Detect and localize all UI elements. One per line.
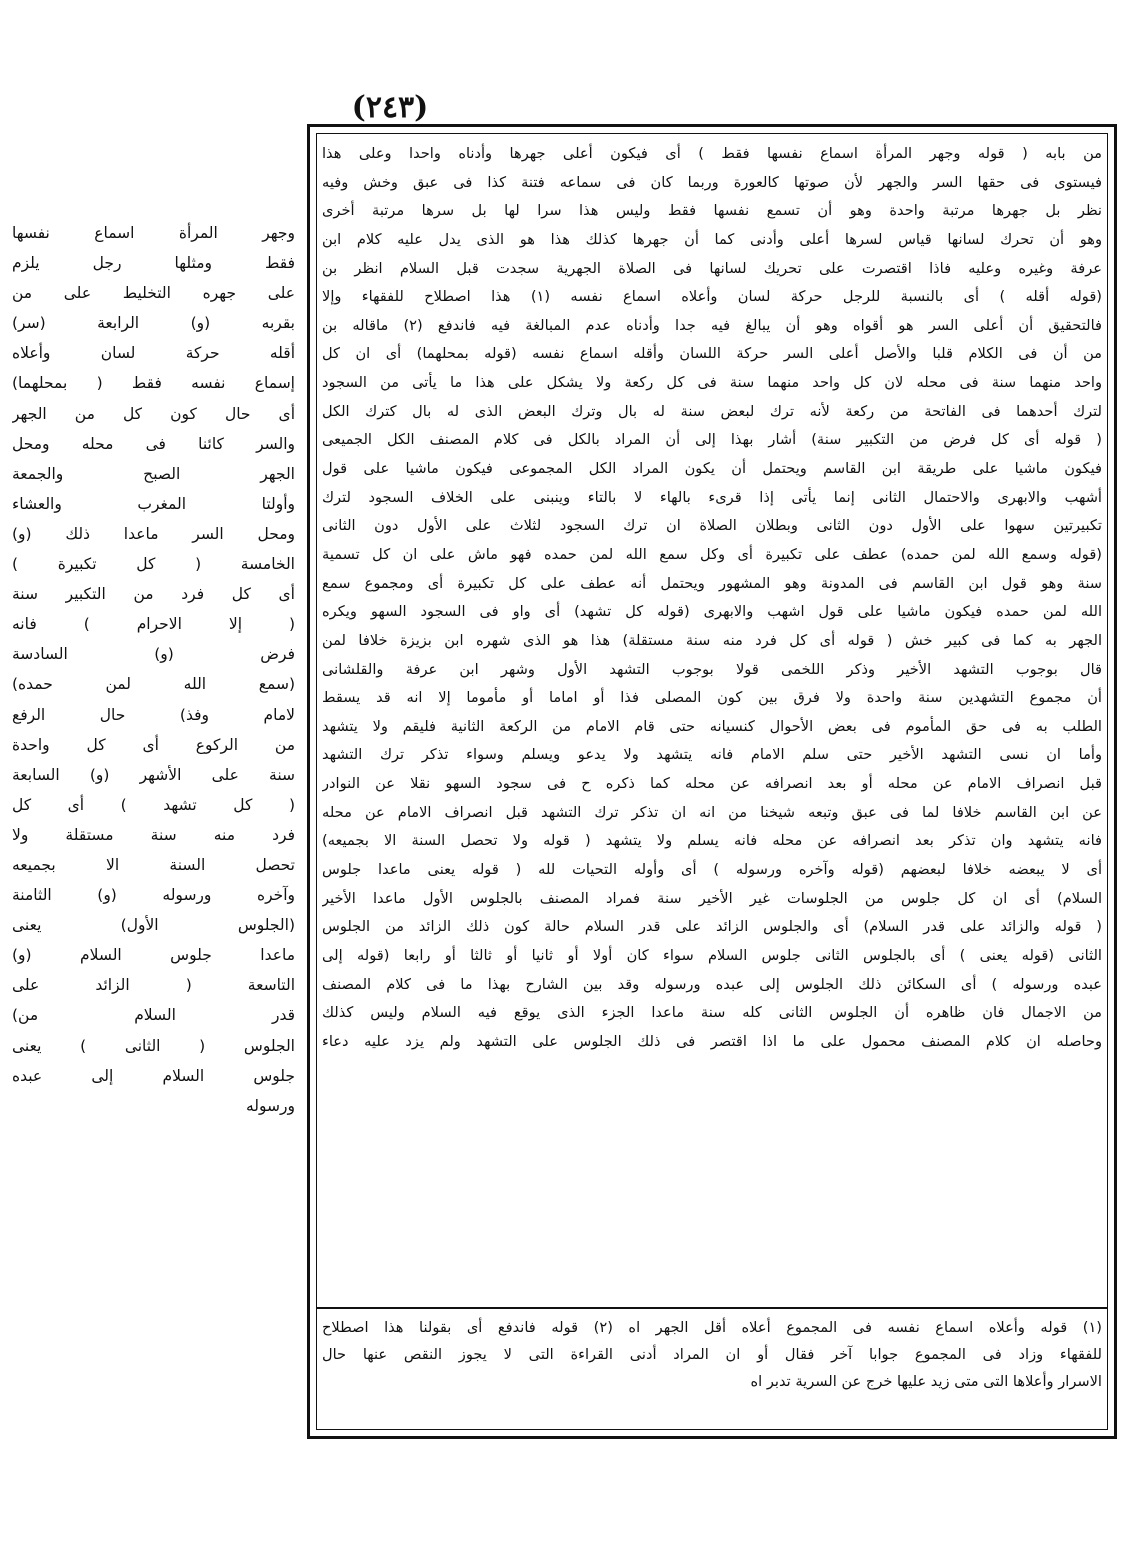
margin-line: الجهر الصبح والجمعة: [12, 464, 295, 483]
margin-line: وآخره ورسوله (و) الثامنة: [12, 886, 295, 905]
commentary-text-block: [322, 140, 1102, 1302]
text-line: فيستوى فى حقها السر والجهر لأن صوتها كالعورة وربما كان فى سماعه فتنة كذا فى عبق وخش وفيه: [322, 173, 1102, 191]
text-line: السلام) أى ان كل جلوس من الجلوسات غير الأخير سنة فمراد المصنف بالجلوس الأول ماعدا الأخير: [322, 889, 1102, 907]
margin-line: لامام وفذ) حال الرفع: [12, 705, 295, 724]
margin-line: وأولتا المغرب والعشاء: [12, 494, 295, 513]
text-line: من بابه ( قوله وجهر المرأة اسماع نفسها فقط ) أى فيكون أعلى جهرها وأدناه واحدا وعلى هذا: [322, 145, 1102, 162]
margin-line: فرد منه سنة مستقلة ولا: [12, 825, 295, 844]
margin-line: من الركوع أى كل واحدة: [12, 735, 295, 754]
margin-line: جلوس السلام إلى عبده: [12, 1066, 295, 1085]
margin-matn-text: [12, 218, 295, 1121]
text-line: الجهر به كما فى كبير خش ( قوله أى كل فرد منه سنة مستقلة) هذا هو الذى شهره ابن بزيزة خلافا لمن: [322, 631, 1102, 649]
text-line: عبده ورسوله ) أى السكائن ذلك الجلوس إلى عبده ورسوله وقد بين الشارح بهذا ما فى كلام المصنف: [322, 975, 1102, 993]
text-line: وحاصله ان كلام المصنف محمول على ما اذا اقتصر فى ذلك الجلوس على التشهد ولم يزد عليه دعاء: [322, 1032, 1102, 1050]
margin-line: قدر السلام من): [12, 1006, 295, 1025]
text-line: أن مجموع التشهدين سنة واحدة ولا فرق بين كون المصلى فذا أو اماما أو مأموما إلا انه قد يسقط: [322, 689, 1102, 707]
footnote-line: للفقهاء وزاد فى المجموع جوابا آخر فقال أو ان المراد أدنى القراءة التى لا يجوز النقص عنها حال: [322, 1346, 1102, 1363]
margin-line: سنة على الأشهر (و) السابعة: [12, 765, 295, 784]
margin-line: أى حال كون كل من الجهر: [12, 404, 295, 423]
margin-line: وجهر المرأة اسماع نفسها: [12, 224, 295, 242]
text-line: الله لمن حمده فيكون ماشيا على قول اشهب والابهرى (قوله كل تشهد) أى واو فى السجود السهو ويكره: [322, 603, 1102, 621]
footnote-divider: [316, 1307, 1108, 1309]
footnote-line: الاسرار وأعلاها التى متى زيد عليها خرج عن السرية تدبر اه: [750, 1373, 1102, 1390]
text-line: ( قوله أى كل فرض من التكبير سنة) أشار بهذا إلى أن المراد بالكل فى كلام المصنف الكل الجميعى: [322, 431, 1102, 449]
text-line: فيكون ماشيا على طريقة ابن القاسم ويحتمل أن يكون المراد الكل المجموعى فيكون ماشيا على قول: [322, 460, 1102, 478]
text-line: ( قوله والزائد على قدر السلام) أى والجلوس الزائد على قدر السلام حالة كون ذلك الزائد من الجلوس: [322, 918, 1102, 936]
margin-line: (سمع الله لمن حمده): [12, 675, 295, 694]
text-line: من أن فى الكلام قلبا والأصل أعلى السر حركة اللسان وأقله اسماع نفسه (قوله بمحلهما) أى ان كل: [322, 345, 1102, 363]
text-line: وأما ان نسى التشهد الأخير حتى سلم الامام فانه يتشهد ولا يدعو ويسلم وسواء تذكر ترك التشهد: [322, 746, 1102, 764]
footnote-line: (١) قوله وأعلاه اسماع نفسه فى المجموع أعلاه أقل الجهر اه (٢) قوله فاندفع أى بقولنا هذا اصطلاح: [322, 1319, 1102, 1336]
text-line: عرفة وغيره وعليه فاذا اقتصرت على تحريك لسانها فى الصلاة الجهرية سجدت قبل السلام انظر بن: [322, 259, 1102, 277]
text-line: (قوله وسمع الله لمن حمده) عطف على تكبيرة أى وكل سمع الله لمن حمده فهو ماش على ان كل تسمية: [322, 545, 1102, 563]
margin-line: بقربه (و) الرابعة (سر): [12, 314, 295, 333]
margin-line: فرض (و) السادسة: [12, 645, 295, 664]
margin-line: ( كل تشهد ) أى كل: [12, 795, 295, 814]
margin-line: ومحل السر ماعدا ذلك (و): [12, 524, 295, 543]
margin-line: ورسوله: [246, 1096, 295, 1115]
margin-line: الخامسة ( كل تكبيرة ): [12, 555, 295, 574]
margin-line: على جهره التخليط على من: [12, 284, 295, 303]
margin-line: إسماع نفسه فقط ( بمحلهما): [12, 374, 295, 393]
text-line: عن ابن القاسم خلافا لما فى عبق وتبعه شيخنا من انه ان تذكر ترك التشهد قبل انصراف الامام عن محله: [322, 803, 1102, 821]
text-line: لترك أحدهما فى الفاتحة من ركعة لأنه ترك لبعض سنة له بال وترك البعض الذى له بال كترك الكل: [322, 402, 1102, 420]
footnotes-block: [322, 1314, 1102, 1395]
text-line: نظر بل جهرها مرتبة واحدة وهو أن تسمع نفسها فقط وليس هذا سرا لها بل سرها مرتبة أخرى: [322, 202, 1102, 220]
text-line: تكبيرتين سهوا على الأول دون الثانى وبطلان الصلاة ان ترك السجود لثلاث على الأول دون الثانى: [322, 517, 1102, 535]
text-line: قبل انصراف الامام عن محله أو بعد انصرافه عن محله كما ذكره ح فى سجود السهو نقلا عن النوادر: [322, 775, 1102, 793]
margin-line: ( إلا الاحرام ) فانه: [12, 615, 295, 634]
text-line: فانه يتشهد وان تذكر بعد انصرافه عن محله فانه يسلم ولا يتشهد ( قوله ولا تحصل السنة الا بجميعه): [322, 832, 1102, 850]
page-number: (٢٤٣): [351, 90, 429, 125]
text-line: من الاجمال فان ظاهره أن الجلوس الثانى كله سنة ماعدا الجزء الذى يوقع فيه السلام وليس كذلك: [322, 1004, 1102, 1022]
text-line: الثانى (قوله يعنى ) أى بالجلوس الثانى جلوس السلام سواء كان أولا أو ثانيا أو ثالثا أو رابعا (قوله إلى: [322, 946, 1102, 964]
text-line: وهو أن تحرك لسانها قياس لسرها أعلى وأدنى كما أن جهرها كذلك هذا هو الذى يدل عليه كلام ابن: [322, 230, 1102, 248]
margin-line: أقله حركة لسان وأعلاه: [12, 344, 295, 363]
margin-line: تحصل السنة الا بجميعه: [12, 855, 295, 874]
margin-line: الجلوس ( الثانى ) يعنى: [12, 1036, 295, 1055]
text-line: سنة وهو قول ابن القاسم فى المدونة وهو المشهور ويحتمل أنه عطف على كل تكبيرة أى ومجموع سمع: [322, 574, 1102, 592]
text-line: قال بوجوب التشهد الأخير وذكر اللخمى قولا بوجوب التشهد الأول وشهر ابن عرفة والقلشانى: [322, 660, 1102, 678]
text-line: (قوله أقله ) أى بالنسبة للرجل حركة لسان وأعلاه اسماع نفسه (١) هذا اصطلاح للفقهاء وإلا: [322, 288, 1102, 306]
text-line: واحد منهما سنة فى محله لان كل واحد منهما سنة فى كل ركعة ولا يشكل على هذا ما يأتى من السجود: [322, 374, 1102, 392]
margin-line: ماعدا جلوس السلام (و): [12, 946, 295, 965]
margin-line: التاسعة ( الزائد على: [12, 976, 295, 995]
text-line: أى لا يبعضه خلافا لبعضهم (قوله وآخره ورسوله ) أى وأوله التحيات لله ( قوله يعنى ماعدا جلوس: [322, 861, 1102, 879]
text-line: الطلب به فى حق المأموم فى بعض الأحوال كنسيانه حتى قام الامام من الركعة الثانية فليقم ولا يتشهد: [322, 717, 1102, 735]
margin-line: (الجلوس الأول) يعنى: [12, 916, 295, 935]
text-line: فالتحقيق أن أعلى السر هو أقواه وهو أن يبالغ فيه جدا وأدناه عدم المبالغة فيه فاندفع (٢) ماقاله بن: [322, 316, 1102, 334]
margin-line: أى كل فرد من التكبير سنة: [12, 585, 295, 604]
text-line: أشهب والابهرى والاحتمال الثانى إنما يأتى إذا قرىء بالهاء لا بالتاء وينبنى على الخلاف السجود لترك: [322, 488, 1102, 506]
margin-line: فقط ومثلها رجل يلزم: [12, 254, 295, 273]
margin-line: والسر كائنا فى محله ومحل: [12, 434, 295, 453]
